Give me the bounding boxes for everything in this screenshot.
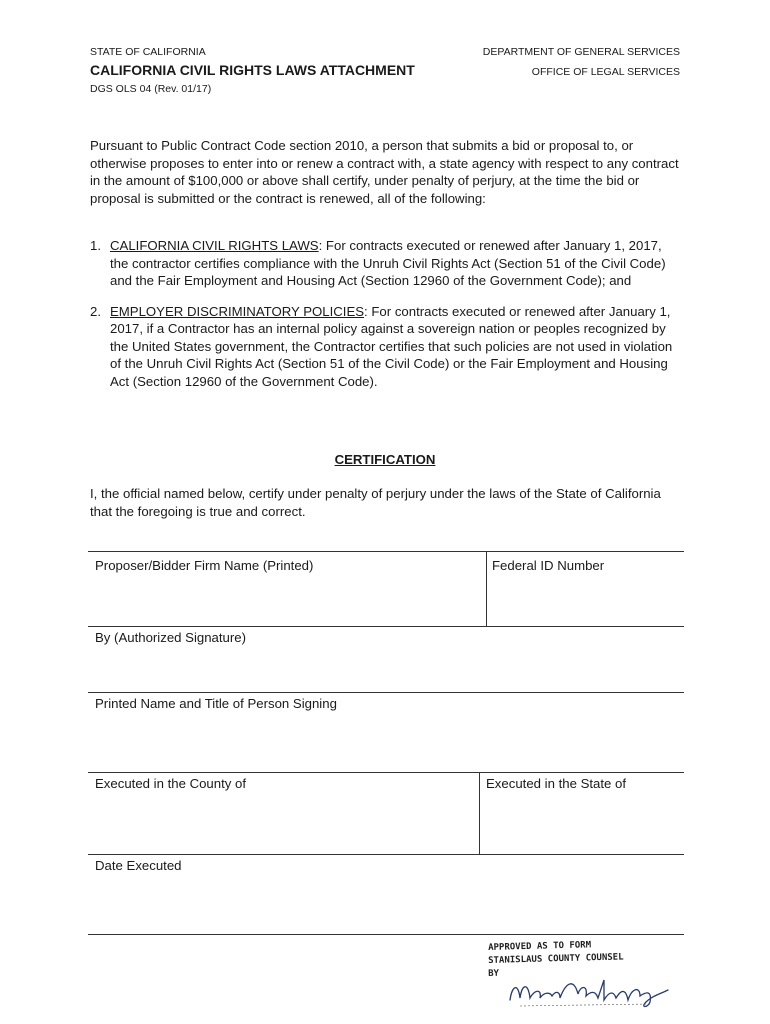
state-label: STATE OF CALIFORNIA [90, 46, 206, 58]
department-label: DEPARTMENT OF GENERAL SERVICES [482, 46, 680, 58]
form-divider [486, 551, 487, 627]
header-right [483, 44, 680, 80]
form-rule [88, 772, 684, 773]
state-field[interactable]: Executed in the State of [486, 776, 627, 791]
approval-stamp [488, 942, 678, 1022]
intro-paragraph: Pursuant to Public Contract Code section 2010, a person that submits a bid or proposal to, or otherwise proposes to enter into or renew a contract with, a state agency with respect to any contract in the amount of $100,000 or above shall certify, under penalty of perjury, at the time the bid or proposal is submitted or the contract is renewed, all of the following: [90, 138, 679, 206]
list-item [90, 237, 680, 290]
stamp-line: APPROVED AS TO FORM [488, 940, 592, 953]
office-label: OFFICE OF LEGAL SERVICES [531, 66, 680, 78]
item-number: 1. [90, 238, 101, 253]
form-title: CALIFORNIA CIVIL RIGHTS LAWS ATTACHMENT [90, 62, 415, 78]
form-rule [88, 626, 684, 627]
certification-heading: CERTIFICATION [334, 452, 436, 467]
firm-name-field[interactable]: Proposer/Bidder Firm Name (Printed) [95, 558, 314, 573]
form-id: DGS OLS 04 (Rev. 01/17) [90, 83, 212, 95]
form-rule [88, 854, 684, 855]
form-top-rule [88, 551, 684, 552]
federal-id-field[interactable]: Federal ID Number [492, 558, 605, 573]
item-body [110, 237, 680, 290]
form-bottom-rule [88, 934, 684, 935]
form-rule [88, 692, 684, 693]
stamp-line: BY [488, 968, 500, 979]
handwritten-signature [500, 972, 680, 1012]
header-left [90, 44, 415, 97]
item-body [110, 303, 680, 391]
date-executed-field[interactable]: Date Executed [95, 858, 182, 873]
list-item [90, 303, 680, 391]
signature-field[interactable]: By (Authorized Signature) [95, 630, 246, 645]
item-text: : For contracts executed or renewed after January 1, 2017, the contractor certifies compliance with the Unruh Civil Rights Act (Section 51 of the Civil Code) and the Fair Employment and Housing Act (Section 12960 of the Government Code); and [110, 238, 666, 288]
item-text: : For contracts executed or renewed after January 1, 2017, if a Contractor has an internal policy against a sovereign nation or peoples recognized by the United States government, the Contractor certifies that such policies are not used in violation of the Unruh Civil Rights Act (Section 51 of the Civil Code) or the Fair Employment and Housing Act (Section 12960 of the Government Code). [110, 303, 673, 389]
county-field[interactable]: Executed in the County of [95, 776, 247, 791]
item-heading: EMPLOYER DISCRIMINATORY POLICIES [110, 303, 365, 319]
form-divider [479, 772, 480, 854]
certification-text: I, the official named below, certify under penalty of perjury under the laws of the State of California that the foregoing is true and correct. [90, 486, 661, 519]
printed-name-field[interactable]: Printed Name and Title of Person Signing [95, 696, 337, 711]
item-heading: CALIFORNIA CIVIL RIGHTS LAWS [110, 238, 319, 253]
stamp-line: STANISLAUS COUNTY COUNSEL [488, 952, 624, 966]
requirements-list [90, 237, 680, 403]
item-number: 2. [90, 303, 101, 319]
